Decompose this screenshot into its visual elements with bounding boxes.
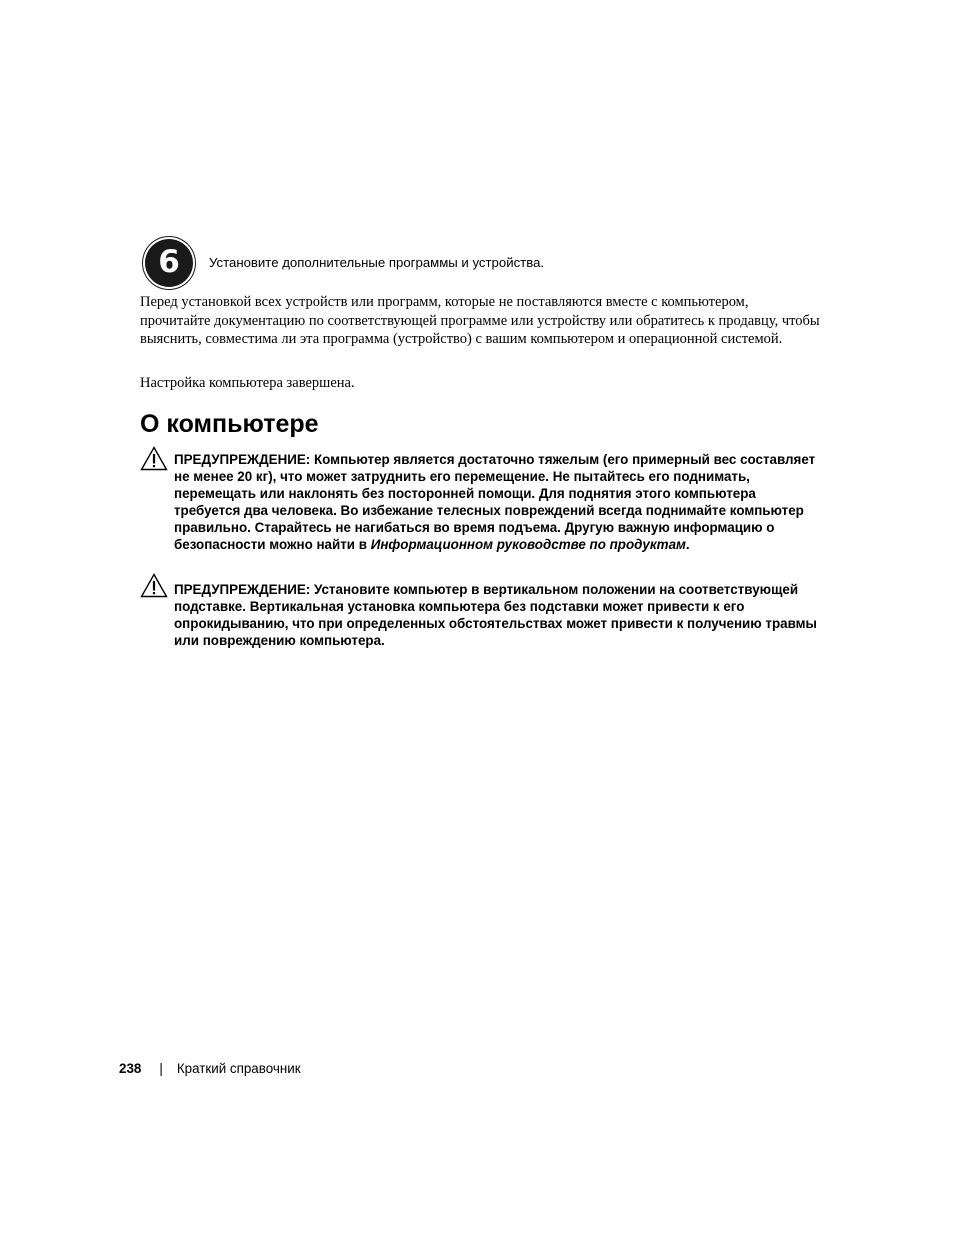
step-number: 6 bbox=[158, 244, 180, 280]
page-footer bbox=[119, 1061, 301, 1076]
warning-end: . bbox=[685, 537, 690, 553]
warning-vertical-stand bbox=[140, 573, 820, 649]
warning-triangle-icon bbox=[140, 446, 168, 471]
warning-text bbox=[174, 446, 820, 554]
warning-triangle-icon bbox=[140, 573, 168, 598]
warning-body: Установите компьютер в вертикальном положении на соответствующей подставке. Вертикальная установка компьютера без подставки может привести к его опрокидыванию, что при определенных обстоятельствах может привести к получению травмы или повреждению компьютера. bbox=[174, 582, 817, 649]
paragraph-device-compatibility: Перед установкой всех устройств или программ, которые не поставляются вместе с компьютером, прочитайте документацию по соответствующей программе или устройству или обратитесь к продавцу, чтобы выяснить, совместима ли эта программа (устройство) с вашим компьютером и операционной системой. bbox=[140, 294, 820, 348]
footer-separator: | bbox=[159, 1061, 163, 1076]
footer-title: Краткий справочник bbox=[176, 1061, 301, 1076]
step-number-badge bbox=[145, 239, 193, 287]
page-number: 238 bbox=[119, 1061, 142, 1076]
warning-text bbox=[174, 573, 820, 649]
warning-body: Компьютер является достаточно тяжелым (его примерный вес составляет не менее 20 кг), что может затруднить его перемещение. Не пытайтесь его поднимать, перемещать или наклонять без посторонней помощи. Для поднятия этого компьютера требуется два человека. Во избежание телесных повреждений всегда поднимайте компьютер правильно. Старайтесь не нагибаться во время подъема. Другую важную информацию о безопасности можно найти в bbox=[174, 452, 816, 553]
warning-label: ПРЕДУПРЕЖДЕНИЕ: bbox=[174, 582, 311, 597]
paragraph-setup-complete: Настройка компьютера завершена. bbox=[140, 375, 355, 391]
section-heading: О компьютере bbox=[140, 410, 319, 438]
warning-label: ПРЕДУПРЕЖДЕНИЕ: bbox=[174, 452, 311, 467]
warning-heavy-computer bbox=[140, 446, 820, 554]
step-text: Установите дополнительные программы и устройства. bbox=[209, 255, 545, 270]
doc-title-reference: Информационном руководстве по продуктам bbox=[370, 537, 686, 553]
step-6 bbox=[145, 239, 825, 289]
